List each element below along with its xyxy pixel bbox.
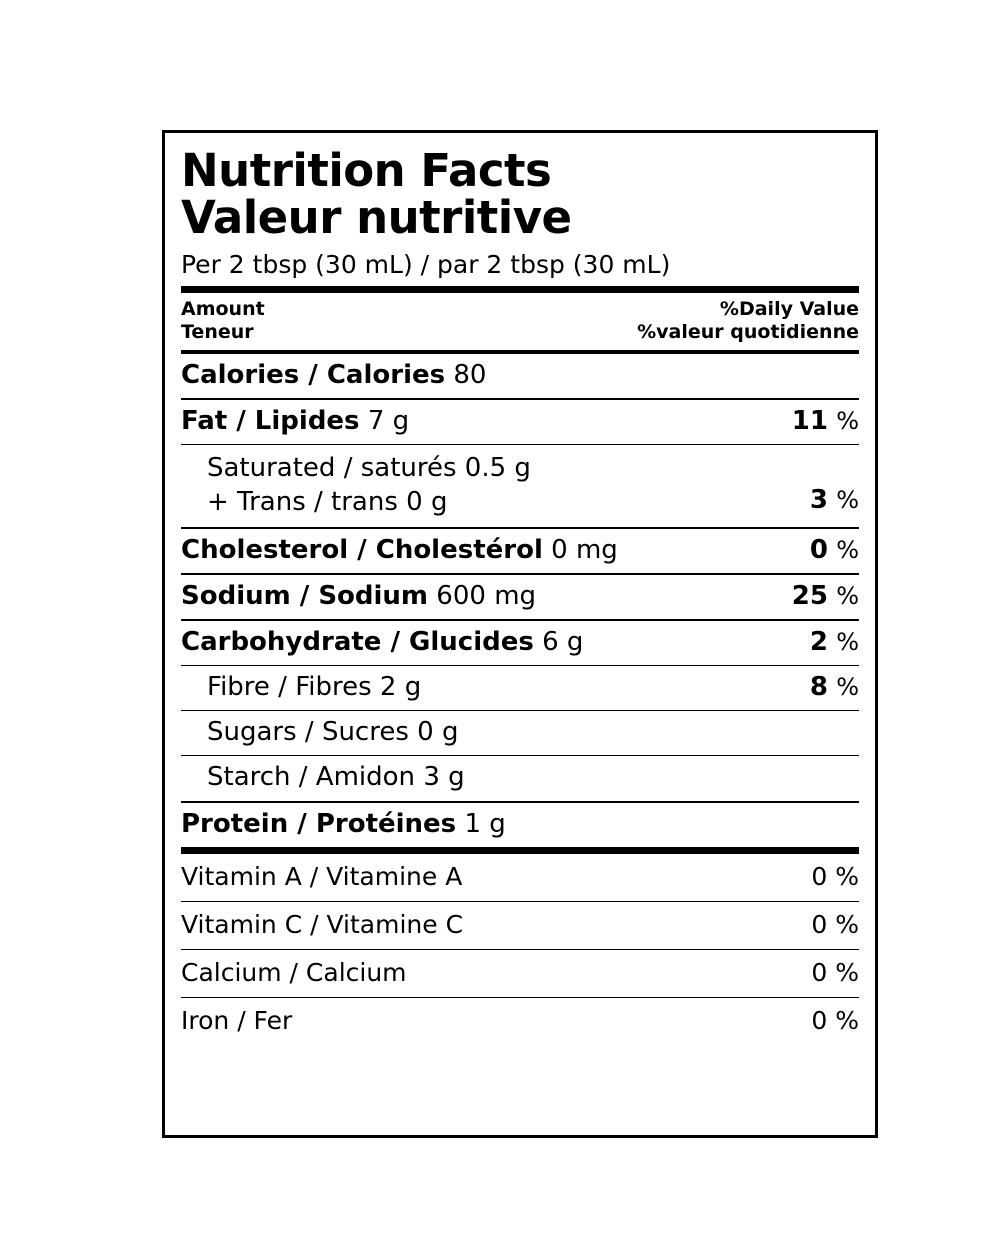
row-trans-dv-symbol: % [836,486,859,515]
row-iron [181,998,859,1045]
row-calcium-dv [811,958,859,988]
row-vitamin-c-dv-number: 0 [811,909,828,939]
row-sugars-label [181,717,458,748]
row-vitamin-a-dv-symbol: % [835,861,859,891]
row-fat-dv-symbol: % [836,406,859,435]
divider-thick-bottom [181,847,859,854]
amount-header [181,298,265,344]
row-iron-dv-number: 0 [811,1005,828,1035]
row-calories [181,354,859,398]
row-saturated-trans-dv [810,483,859,519]
row-vitamin-a-dv [811,862,859,892]
row-fibre-dv-number: 8 [809,672,828,703]
row-sugars-value: 0 g [417,717,459,748]
row-sodium [181,575,859,619]
row-trans-value: 0 g [406,487,448,518]
row-carbohydrate-value: 6 g [542,626,584,657]
nutrition-facts-panel [162,130,878,1138]
row-cholesterol-label [181,535,618,566]
row-fibre-label [181,672,421,703]
row-cholesterol-dv-symbol: % [836,535,859,564]
row-carbohydrate-dv [810,627,859,658]
row-vitamin-c [181,902,859,949]
row-saturated-label [207,451,531,485]
row-iron-label: Iron / Fer [181,1005,293,1035]
row-carbohydrate-dv-symbol: % [836,627,859,656]
row-cholesterol-value: 0 mg [551,534,618,565]
row-fibre-value: 2 g [379,672,422,703]
row-fat-name: Fat / Lipides [181,405,360,436]
row-vitamin-c-dv [811,910,859,940]
row-calcium [181,950,859,997]
row-sodium-name: Sodium / Sodium [181,580,429,611]
divider-thick-top [181,286,859,293]
row-saturated-trans [181,445,859,527]
row-protein-value: 1 g [464,808,506,839]
row-fat-dv-number: 11 [791,405,828,436]
row-sodium-dv-symbol: % [836,581,859,610]
row-sodium-dv [792,581,859,612]
row-cholesterol-name: Cholesterol / Cholestérol [181,534,543,565]
row-fibre-dv-symbol: % [836,673,859,702]
row-starch-label [181,762,465,793]
row-trans-name: + Trans / trans [207,487,398,518]
row-iron-dv [811,1006,859,1036]
row-trans-label [207,485,531,519]
row-carbohydrate [181,621,859,665]
row-calcium-dv-symbol: % [835,957,859,987]
row-calories-name: Calories / Calories [181,359,446,390]
row-carbohydrate-name: Carbohydrate / Glucides [181,626,534,657]
row-cholesterol-dv [810,535,859,566]
row-iron-dv-symbol: % [835,1005,859,1035]
row-fat-value: 7 g [367,405,410,436]
row-saturated-name: Saturated / saturés [207,452,457,483]
row-protein-name: Protein / Protéines [181,808,457,839]
row-carbohydrate-label [181,627,583,658]
dv-header [637,298,859,344]
row-cholesterol-dv-number: 0 [809,534,828,565]
row-fibre-name: Fibre / Fibres [207,672,372,703]
row-fat-dv [792,406,859,437]
row-sodium-dv-number: 25 [791,580,828,611]
row-sugars [181,711,859,755]
daily-value-header [181,293,859,349]
amount-header-french: Teneur [181,321,254,344]
row-calories-label [181,360,486,391]
row-protein [181,803,859,847]
page-title-french: Valeur nutritive [181,190,572,244]
row-starch-name: Starch / Amidon [207,762,416,793]
row-sugars-name: Sugars / Sucres [207,717,409,748]
row-calories-value: 80 [453,359,487,390]
row-cholesterol [181,529,859,573]
row-fat [181,400,859,444]
row-sodium-value: 600 mg [436,580,537,611]
row-carbohydrate-dv-number: 2 [809,626,828,657]
dv-header-french: %valeur quotidienne [637,321,859,344]
row-saturated-value: 0.5 g [464,452,531,483]
row-vitamin-a [181,854,859,901]
row-starch-value: 3 g [423,762,465,793]
row-sodium-label [181,581,536,612]
row-starch [181,756,859,800]
row-vitamin-a-dv-number: 0 [811,861,828,891]
row-protein-label [181,809,506,840]
row-vitamin-c-label: Vitamin C / Vitamine C [181,909,464,939]
row-vitamin-a-label: Vitamin A / Vitamine A [181,861,463,891]
page-title-english: Nutrition Facts [181,144,552,197]
row-calcium-label: Calcium / Calcium [181,957,407,987]
row-vitamin-c-dv-symbol: % [835,909,859,939]
amount-header-english: Amount [181,298,265,321]
nutrition-facts-content [181,144,859,1045]
row-trans-dv-number: 3 [809,485,828,516]
row-fat-label [181,406,409,437]
row-fibre-dv [810,672,859,703]
row-fibre [181,666,859,710]
serving-size-text: Per 2 tbsp (30 mL) / par 2 tbsp (30 mL) [181,250,671,280]
row-calcium-dv-number: 0 [811,957,828,987]
row-saturated-trans-labels [181,451,531,520]
dv-header-english: %Daily Value [719,298,859,321]
